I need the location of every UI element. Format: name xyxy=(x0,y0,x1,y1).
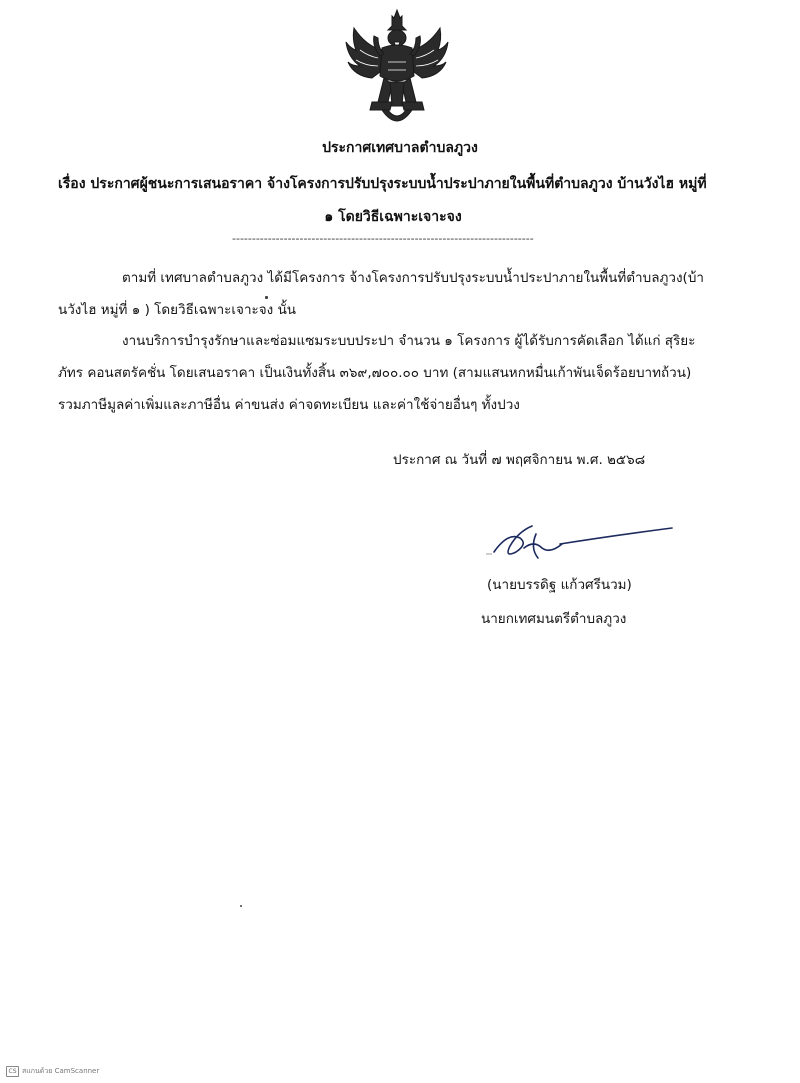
signer-position: นายกเทศมนตรีตำบลภูวง xyxy=(481,611,627,627)
subject-line-2: ๑ โดยวิธีเฉพาะเจาะจง xyxy=(324,209,462,225)
scan-speck xyxy=(240,905,242,907)
scanner-text: สแกนด้วย CamScanner xyxy=(22,1067,100,1075)
paragraph-winner xyxy=(58,325,738,421)
paragraph-1-line-2: นวังไฮ หมู่ที่ ๑ ) โดยวิธีเฉพาะเจาะจง นั้น xyxy=(58,302,297,318)
paragraph-project xyxy=(58,262,738,326)
paragraph-2-line-2: ภัทร คอนสตรัคชั่น โดยเสนอราคา เป็นเงินทั้งสิ้น ๓๖๙,๗๐๐.๐๐ บาท (สามแสนหกหมื่นเก้าพันเจ็ดร้อยบาทถ้วน) xyxy=(58,365,692,381)
signer-name: (นายบรรดิฐ แก้วศรีนวม) xyxy=(487,577,632,593)
paragraph-1-line-1: ตามที่ เทศบาลตำบลภูวง ได้มีโครงการ จ้างโครงการปรับปรุงระบบน้ำประปาภายในพื้นที่ตำบลภูวง(บ้า xyxy=(122,270,704,286)
divider-line: ---------------------------------------------------------------------------- xyxy=(232,232,534,245)
scan-speck xyxy=(265,296,268,299)
paragraph-2-line-1: งานบริการบำรุงรักษาและซ่อมแซมระบบประปา จำนวน ๑ โครงการ ผู้ได้รับการคัดเลือก ได้แก่ สุริยะ xyxy=(122,333,696,349)
handwritten-signature-icon xyxy=(480,518,680,568)
announcement-date: ประกาศ ณ วันที่ ๗ พฤศจิกายน พ.ศ. ๒๕๖๘ xyxy=(393,452,646,468)
garuda-emblem-icon xyxy=(342,6,452,134)
announcement-subject xyxy=(58,168,748,234)
scanner-watermark xyxy=(6,1066,99,1077)
paragraph-2-line-3: รวมภาษีมูลค่าเพิ่มและภาษีอื่น ค่าขนส่ง ค่าจดทะเบียน และค่าใช้จ่ายอื่นๆ ทั้งปวง xyxy=(58,397,520,413)
subject-line-1: เรื่อง ประกาศผู้ชนะการเสนอราคา จ้างโครงการปรับปรุงระบบน้ำประปาภายในพื้นที่ตำบลภูวง บ้านวังไฮ หมู่ที่ xyxy=(58,176,707,192)
camscanner-icon: CS xyxy=(6,1066,19,1077)
announcement-title: ประกาศเทศบาลตำบลภูวง xyxy=(322,140,478,156)
